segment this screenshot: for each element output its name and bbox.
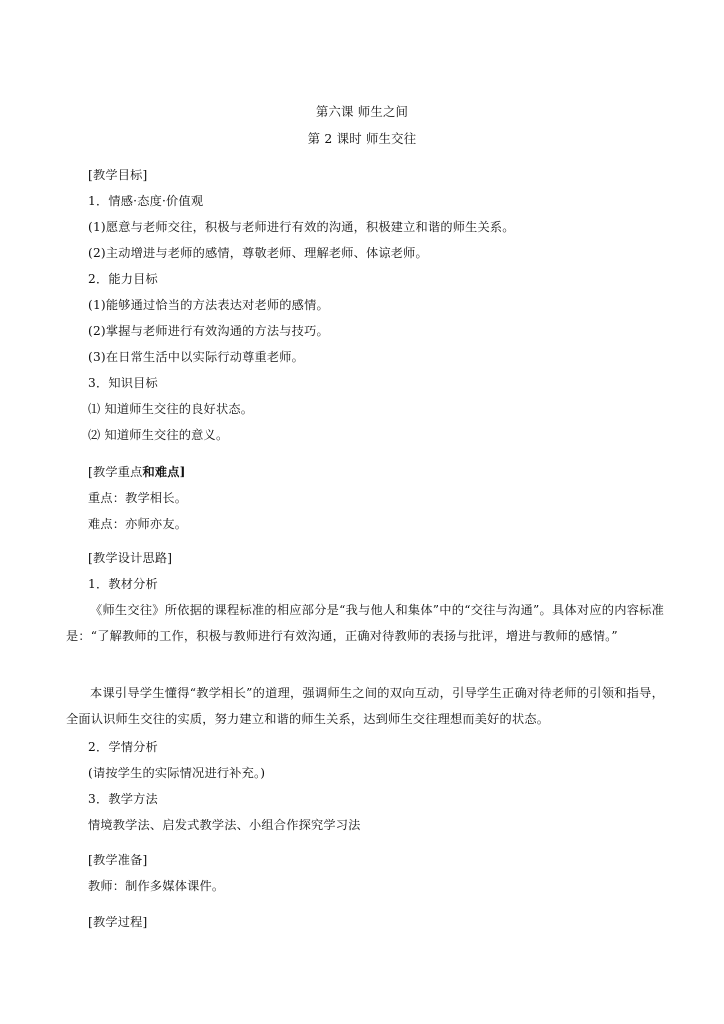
goal-1-line-1: (1)愿意与老师交往，积极与老师进行有效的沟通，积极建立和谐的师生关系。: [88, 220, 515, 234]
design-sec3-text: 情境教学法、启发式教学法、小组合作探究学习法: [88, 818, 361, 832]
goal-2-line-2: (2)掌握与老师进行有效沟通的方法与技巧。: [88, 324, 329, 338]
prep-text: 教师：制作多媒体课件。: [88, 879, 225, 893]
difficulty-line: 难点：亦师亦友。: [88, 517, 188, 531]
design-sec2-text: (请按学生的实际情况进行补充。): [88, 766, 266, 780]
lesson-title: 第六课 师生之间: [315, 104, 409, 119]
keypoints-heading-part2: 和难点]: [142, 465, 186, 479]
lesson-subtitle: 第 2 课时 师生交往: [307, 131, 417, 146]
prep-heading: [教学准备]: [88, 853, 148, 867]
design-sec2-title: 2．学情分析: [88, 740, 158, 754]
goal-2-title: 2．能力目标: [88, 272, 158, 286]
goals-heading: [教学目标]: [88, 168, 148, 182]
design-sec1-para2: 本课引导学生懂得“教学相长”的道理，强调师生之间的双向互动，引导学生正确对待老师的引领和指导，全面认识师生交往的实质，努力建立和谐的师生关系，达到师生交往理想而美好的状态。: [66, 686, 664, 726]
focus-line: 重点：教学相长。: [88, 491, 188, 505]
goal-1-title: 1．情感·态度·价值观: [88, 194, 204, 208]
design-heading: [教学设计思路]: [88, 551, 173, 565]
goal-2-line-1: (1)能够通过恰当的方法表达对老师的感情。: [88, 298, 329, 312]
goal-1-line-2: (2)主动增进与老师的感情，尊敬老师、理解老师、体谅老师。: [88, 246, 428, 260]
goal-2-line-3: (3)在日常生活中以实际行动尊重老师。: [88, 350, 305, 364]
goal-3-title: 3．知识目标: [88, 376, 158, 390]
design-sec1-title: 1．教材分析: [88, 577, 158, 591]
goal-3-line-2: ⑵ 知道师生交往的意义。: [88, 428, 229, 442]
process-heading: [教学过程]: [88, 915, 148, 929]
keypoints-heading: [88, 464, 186, 480]
design-sec3-title: 3．教学方法: [88, 792, 158, 806]
goal-3-line-1: ⑴ 知道师生交往的良好状态。: [88, 402, 254, 416]
design-sec1-para1: 《师生交往》所依据的课程标准的相应部分是“我与他人和集体”中的“交往与沟通”。具体对应的内容标准是：“了解教师的工作，积极与教师进行有效沟通，正确对待教师的表扬与批评，增进与教师的感情。”: [66, 603, 664, 643]
keypoints-heading-part1: [教学重点: [88, 465, 143, 479]
